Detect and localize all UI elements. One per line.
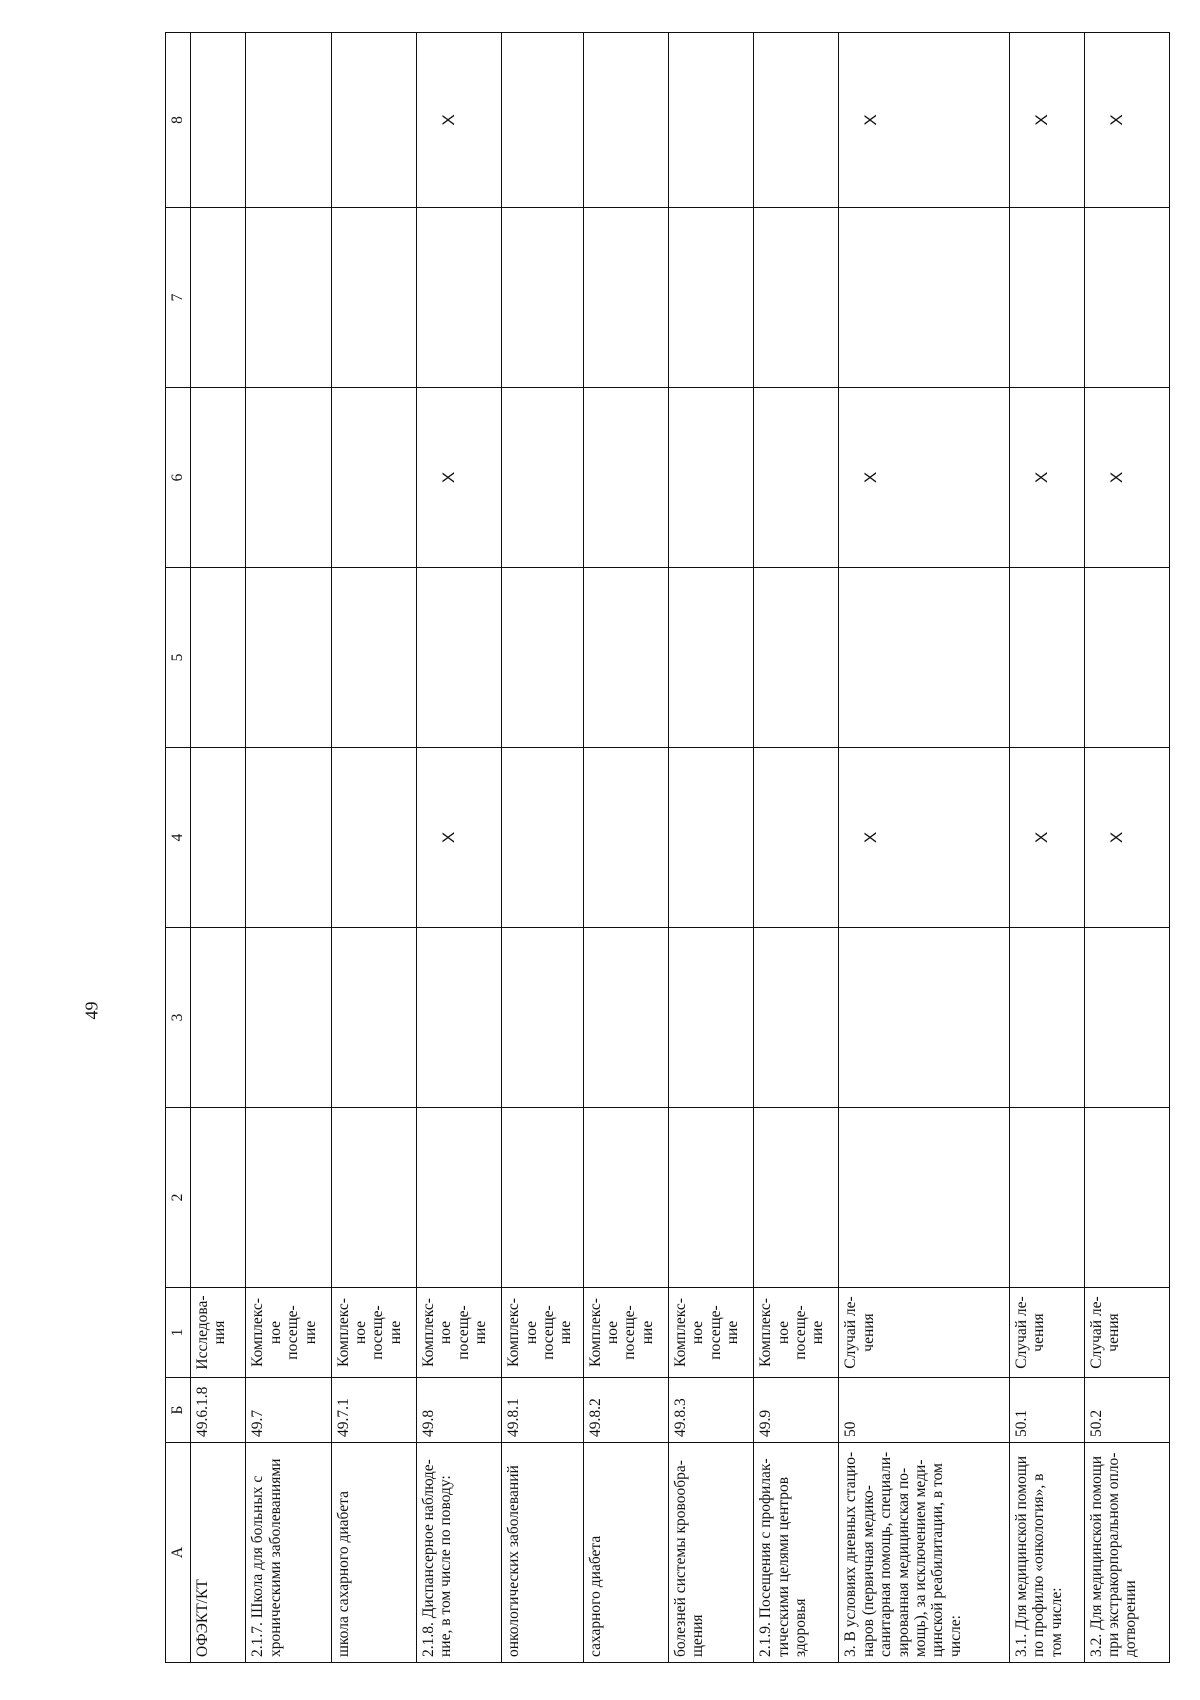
unit-cell: Комплекс- ное посеще- ние	[754, 1288, 839, 1378]
row-code-cell: 49.8	[416, 1378, 501, 1443]
value-cell-col-5	[416, 568, 501, 748]
value-cell-col-8	[191, 33, 246, 208]
data-table	[165, 32, 1170, 1663]
table-row	[1010, 33, 1085, 1663]
value-cell-col-6	[502, 388, 583, 568]
unit-cell: Случай ле- чения	[1010, 1288, 1085, 1378]
unit-cell: Комплекс- ное посеще- ние	[246, 1288, 331, 1378]
row-code-cell: 49.6.1.8	[191, 1378, 246, 1443]
value-cell-col-5	[1084, 568, 1169, 748]
value-cell-col-3	[416, 928, 501, 1108]
value-cell-col-6	[668, 388, 753, 568]
unit-cell: Комплекс- ное посеще- ние	[668, 1288, 753, 1378]
row-code-cell: 49.8.2	[583, 1378, 668, 1443]
value-cell-col-8: X	[416, 33, 501, 208]
value-cell-col-2	[583, 1108, 668, 1288]
value-cell-col-7	[331, 208, 416, 388]
value-cell-col-3	[191, 928, 246, 1108]
value-cell-col-2	[1084, 1108, 1169, 1288]
value-cell-col-8	[331, 33, 416, 208]
row-code-cell: 49.7.1	[331, 1378, 416, 1443]
value-cell-col-3	[502, 928, 583, 1108]
value-cell-col-6	[754, 388, 839, 568]
value-cell-col-6	[583, 388, 668, 568]
value-cell-col-6	[331, 388, 416, 568]
table-row	[583, 33, 668, 1663]
row-label-cell: 3.2. Для медицинской помощи при экстракорпоральном опло-дотворении	[1084, 1443, 1169, 1663]
value-cell-col-6: X	[1010, 388, 1085, 568]
value-cell-col-6: X	[416, 388, 501, 568]
table-row	[416, 33, 501, 1663]
page-number: 49	[81, 1001, 102, 1020]
value-cell-col-2	[668, 1108, 753, 1288]
value-cell-col-7	[502, 208, 583, 388]
column-header-6: 5	[166, 568, 191, 748]
unit-cell: Исследова- ния	[191, 1288, 246, 1378]
row-code-cell: 50.1	[1010, 1378, 1085, 1443]
table-body	[191, 33, 1170, 1663]
value-cell-col-7	[668, 208, 753, 388]
column-header-7: 6	[166, 388, 191, 568]
unit-cell: Комплекс- ное посеще- ние	[583, 1288, 668, 1378]
table-row	[331, 33, 416, 1663]
value-cell-col-4: X	[839, 748, 1010, 928]
value-cell-col-4	[583, 748, 668, 928]
value-cell-col-7	[583, 208, 668, 388]
value-cell-col-8	[246, 33, 331, 208]
value-cell-col-5	[246, 568, 331, 748]
value-cell-col-7	[1010, 208, 1085, 388]
value-cell-col-3	[754, 928, 839, 1108]
value-cell-col-2	[191, 1108, 246, 1288]
row-code-cell: 49.7	[246, 1378, 331, 1443]
value-cell-col-3	[1010, 928, 1085, 1108]
value-cell-col-7	[839, 208, 1010, 388]
value-cell-col-7	[1084, 208, 1169, 388]
value-cell-col-4	[246, 748, 331, 928]
value-cell-col-6	[246, 388, 331, 568]
value-cell-col-2	[1010, 1108, 1085, 1288]
column-header-1: Б	[166, 1378, 191, 1443]
value-cell-col-8: X	[1084, 33, 1169, 208]
value-cell-col-7	[191, 208, 246, 388]
row-code-cell: 49.8.1	[502, 1378, 583, 1443]
value-cell-col-3	[331, 928, 416, 1108]
column-header-2: 1	[166, 1288, 191, 1378]
unit-cell: Комплекс- ное посеще- ние	[416, 1288, 501, 1378]
table-row	[1084, 33, 1169, 1663]
row-code-cell: 49.8.3	[668, 1378, 753, 1443]
value-cell-col-8	[502, 33, 583, 208]
value-cell-col-6	[191, 388, 246, 568]
row-code-cell: 49.9	[754, 1378, 839, 1443]
value-cell-col-6: X	[1084, 388, 1169, 568]
value-cell-col-7	[246, 208, 331, 388]
value-cell-col-8: X	[1010, 33, 1085, 208]
value-cell-col-2	[331, 1108, 416, 1288]
value-cell-col-2	[502, 1108, 583, 1288]
value-cell-col-2	[839, 1108, 1010, 1288]
column-header-5: 4	[166, 748, 191, 928]
column-header-4: 3	[166, 928, 191, 1108]
row-label-cell: онкологических заболеваний	[502, 1443, 583, 1663]
value-cell-col-5	[1010, 568, 1085, 748]
unit-cell: Комплекс- ное посеще- ние	[502, 1288, 583, 1378]
unit-cell: Комплекс- ное посеще- ние	[331, 1288, 416, 1378]
value-cell-col-5	[583, 568, 668, 748]
value-cell-col-4	[754, 748, 839, 928]
unit-cell: Случай ле- чения	[1084, 1288, 1169, 1378]
column-header-0: А	[166, 1443, 191, 1663]
value-cell-col-4	[191, 748, 246, 928]
value-cell-col-5	[191, 568, 246, 748]
value-cell-col-4: X	[1084, 748, 1169, 928]
row-label-cell: ОФЭКТ/КТ	[191, 1443, 246, 1663]
column-header-9: 8	[166, 33, 191, 208]
row-code-cell: 50.2	[1084, 1378, 1169, 1443]
table-row	[754, 33, 839, 1663]
value-cell-col-3	[583, 928, 668, 1108]
value-cell-col-3	[246, 928, 331, 1108]
value-cell-col-4	[502, 748, 583, 928]
value-cell-col-5	[668, 568, 753, 748]
table-row	[839, 33, 1010, 1663]
value-cell-col-3	[668, 928, 753, 1108]
table-row	[502, 33, 583, 1663]
table-row	[668, 33, 753, 1663]
row-label-cell: школа сахарного диабета	[331, 1443, 416, 1663]
value-cell-col-5	[331, 568, 416, 748]
row-label-cell: сахарного диабета	[583, 1443, 668, 1663]
value-cell-col-7	[416, 208, 501, 388]
table-container	[165, 33, 1170, 1663]
value-cell-col-3	[1084, 928, 1169, 1108]
value-cell-col-5	[839, 568, 1010, 748]
value-cell-col-8	[583, 33, 668, 208]
value-cell-col-2	[416, 1108, 501, 1288]
value-cell-col-3	[839, 928, 1010, 1108]
row-label-cell: болезней системы кровообра-щения	[668, 1443, 753, 1663]
value-cell-col-4: X	[416, 748, 501, 928]
row-label-cell: 3. В условиях дневных стацио-наров (первичная медико-санитарная помощь, специали-зированная медицинская по-мощь), за исключением меди-цинской реабилитации, в том числе:	[839, 1443, 1010, 1663]
value-cell-col-2	[246, 1108, 331, 1288]
value-cell-col-2	[754, 1108, 839, 1288]
value-cell-col-7	[754, 208, 839, 388]
value-cell-col-8: X	[839, 33, 1010, 208]
table-row	[246, 33, 331, 1663]
row-label-cell: 2.1.7. Школа для больных с хроническими заболеваниями	[246, 1443, 331, 1663]
value-cell-col-4: X	[1010, 748, 1085, 928]
row-label-cell: 2.1.9. Посещения с профилак-тическими целями центров здоровья	[754, 1443, 839, 1663]
header-row	[166, 33, 191, 1663]
table-row	[191, 33, 246, 1663]
value-cell-col-5	[502, 568, 583, 748]
row-label-cell: 3.1. Для медицинской помощи по профилю «онкология», в том числе:	[1010, 1443, 1085, 1663]
row-code-cell: 50	[839, 1378, 1010, 1443]
column-header-3: 2	[166, 1108, 191, 1288]
value-cell-col-4	[668, 748, 753, 928]
value-cell-col-8	[668, 33, 753, 208]
unit-cell: Случай ле- чения	[839, 1288, 1010, 1378]
value-cell-col-6: X	[839, 388, 1010, 568]
value-cell-col-8	[754, 33, 839, 208]
value-cell-col-5	[754, 568, 839, 748]
value-cell-col-4	[331, 748, 416, 928]
column-header-8: 7	[166, 208, 191, 388]
row-label-cell: 2.1.8. Диспансерное наблюде-ние, в том числе по поводу:	[416, 1443, 501, 1663]
